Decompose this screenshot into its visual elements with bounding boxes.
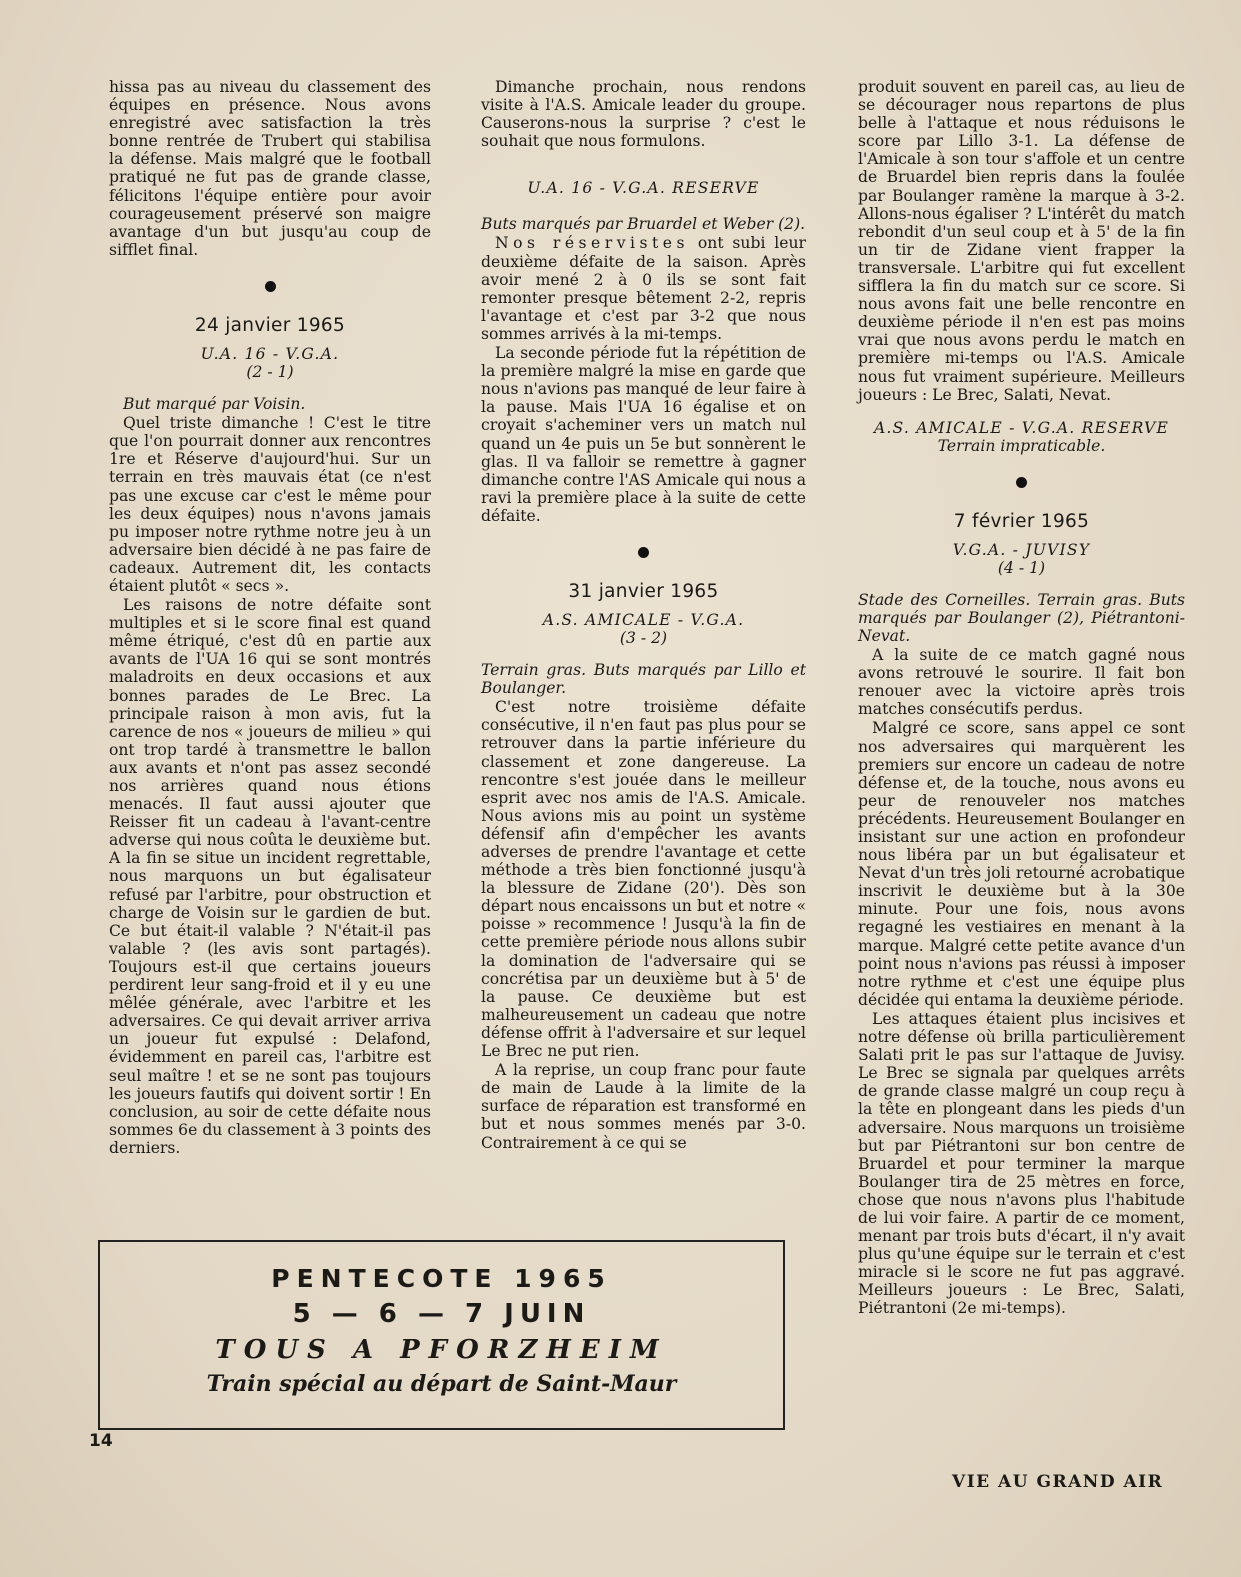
paragraph: Dimanche prochain, nous rendons visite à l'A.S. Amicale leader du groupe. Causerons-nous la surprise ? c'est le souhait que nous formulons. (481, 78, 806, 151)
magazine-title-footer: VIE AU GRAND AIR (952, 1472, 1164, 1492)
paragraph-rest: ont subi leur deuxième défaite de la saison. Après avoir mené 2 à 0 ils se sont fait remonter presque bêtement 2-2, repris l'avantage et c'est par 3-2 que nous sommes arrivés à la mi-temps. (481, 234, 806, 343)
column-2 (481, 78, 806, 1153)
reserve-match-title: A.S. AMICALE - V.G.A. RESERVE (873, 418, 1170, 437)
section-date: 7 février 1965 (953, 510, 1090, 532)
match-score: (3 - 2) (619, 629, 668, 648)
goals-line: Stade des Corneilles. Terrain gras. Buts marqués par Boulanger (2), Piétrantoni-Nevat. (858, 590, 1185, 645)
paragraph: C'est notre troisième défaite consécutive, il n'en faut pas plus pour se retrouver dans la partie inférieure du classement et zone dangereuse. La rencontre s'est jouée dans le meilleur esprit avec nos amis de l'A.S. Amicale. Nous avions mis au point un système défensif afin d'empêcher les avants adverses de prendre l'avantage et cette méthode a très bien fonctionné jusqu'à la blessure de Zidane (20'). Dès son départ nous encaissons un but et notre « poisse » recommence ! Jusqu'à la fin de cette première période nous allons subir la domination de l'adversaire qui se concrétisa par un deuxième but à 5' de la pause. Ce deuxième but est malheureusement un cadeau que notre défense offrit à l'adversaire et sur lequel Le Brec ne put rien. (481, 698, 806, 1061)
section-bullet (638, 547, 649, 558)
paragraph: Les raisons de notre défaite sont multiples et si le score final est quand même étriqué, c'est dû en partie aux avants de l'UA 16 qui se sont montrés maladroits en deux occasions et aux bonnes parades de Le Brec. La principale raison à mon avis, fut la carence de nos « joueurs de milieu » qui ont trop tardé à transmettre le ballon aux avants et n'ont pas assez secondé nos arrières quand nous étions menacés. Il faut aussi ajouter que Reisser fit un cadeau à l'avant-centre adverse qui nous coûta le deuxième but. A la fin se situe un incident regrettable, nous marquons un but égalisateur refusé par l'arbitre, pour obstruction et charge de Voisin sur le gardien de but. Ce but était-il valable ? N'était-il pas valable ? (les avis sont partagés). Toujours est-il que certains joueurs perdirent leur sang-froid et il y eu une mêlée générale, avec l'arbitre et les adversaires. Ce qui devait arriver arriva un joueur fut expulsé : Delafond, évidemment en pareil cas, l'arbitre est seul maître ! et se ne sont pas toujours les joueurs fautifs qui doivent sortir ! En conclusion, au soir de cette défaite nous sommes 6e du classement à 3 points des derniers. (109, 596, 431, 1157)
paragraph-lead: Nos réservistes (495, 234, 690, 253)
paragraph: Quel triste dimanche ! C'est le titre que l'on pourrait donner aux rencontres 1re et Réserve d'aujourd'hui. Sur un terrain en très mauvais état (ce n'est pas une excuse car c'est le même pour les deux équipes) nous n'avons jamais pu imposer notre rythme notre jeu à un adversaire bien décidé à ne pas faire de cadeaux. Autrement dit, les contacts étaient plutôt « secs ». (109, 414, 431, 595)
section-bullet (1016, 477, 1027, 488)
ad-line-train: Train spécial au départ de Saint-Maur (206, 1371, 677, 1397)
paragraph: La seconde période fut la répétition de la première malgré la mise en garde que nous n'avions pas manqué de leur faire à la pause. Mais l'UA 16 égalise et on croyait s'acheminer vers un match nul quand un 4e puis un 5e but sonnèrent le glas. Il va falloir se remettre à gagner dimanche contre l'AS Amicale qui nous a ravi la première place à la suite de cette défaite. (481, 344, 806, 525)
ad-line-destination: TOUS A PFORZHEIM (215, 1335, 668, 1365)
match-title: U.A. 16 - V.G.A. (200, 345, 340, 364)
paragraph: Malgré ce score, sans appel ce sont nos adversaires qui marquèrent les premiers sur encore un cadeau de notre défense et, de la touche, nous avons eu peur de renouveler nos matches précédents. Heureusement Boulanger en insistant sur une action en profondeur nous libéra par un but égalisateur et Nevat d'un très joli retourné acrobatique inscrivit le deuxième but à la 30e minute. Pour une fois, nous avons regagné les vestiaires en menant à la marque. Malgré cette petite avance d'un point nous n'avions pas réussi à imposer notre rythme et c'est une équipe plus décidée qui entama la deuxième période. (858, 719, 1185, 1009)
goals-line: Buts marqués par Bruardel et Weber (2). (481, 215, 806, 234)
ad-line-dates: 5 — 6 — 7 JUIN (292, 1299, 591, 1329)
goals-line: Terrain gras. Buts marqués par Lillo et Boulanger. (481, 661, 806, 698)
ad-line-title: PENTECOTE 1965 (271, 1264, 612, 1293)
match-score: (4 - 1) (997, 558, 1046, 577)
match-score: (2 - 1) (246, 363, 294, 382)
reserve-match-note: Terrain impraticable. (937, 436, 1106, 455)
match-title: V.G.A. - JUVISY (952, 540, 1091, 559)
column-3 (858, 78, 1185, 1319)
goals-line: But marqué par Voisin. (123, 395, 306, 414)
paragraph (481, 234, 806, 343)
section-bullet (265, 281, 276, 292)
paragraph: Les attaques étaient plus incisives et notre défense où brilla particulièrement Salati prit le pas sur l'attaque de Juvisy. Le Brec se signala par quelques arrêts de grande classe malgré un coup reçu à la tête en plongeant dans les pieds d'un adversaire. Nous marquons un troisième but par Piétrantoni sur bon centre de Bruardel et pour terminer la marque Boulanger tira de 25 mètres en force, chose que nous n'avons plus l'habitude de lui voir faire. A partir de ce moment, menant par trois buts d'écart, il n'y avait plus qu'une équipe sur le terrain et c'est miracle si le score ne fut pas aggravé. Meilleurs joueurs : Le Brec, Salati, Piétrantoni (2e mi-temps). (858, 1009, 1185, 1318)
reserve-match-title: U.A. 16 - V.G.A. RESERVE (527, 179, 760, 198)
column-1 (109, 78, 431, 1158)
paragraph: hissa pas au niveau du classement des équipes en présence. Nous avons enregistré avec satisfaction la très bonne rentrée de Trubert qui stabilisa la défense. Mais malgré que le football pratiqué ne fut pas de grande classe, félicitons l'équipe entière pour avoir courageusement préservé son maigre avantage d'un but jusqu'au coup de sifflet final. (109, 78, 431, 259)
paragraph: A la reprise, un coup franc pour faute de main de Laude à la limite de la surface de réparation est transformé en but et nous sommes menés par 3-0. Contrairement à ce qui se (481, 1061, 806, 1152)
section-date: 31 janvier 1965 (568, 580, 719, 602)
paragraph: produit souvent en pareil cas, au lieu de se décourager nous repartons de plus belle à l'attaque et nous réduisons le score par Lillo 3-1. La défense de l'Amicale à son tour s'affole et un centre de Bruardel bien repris dans la foulée par Boulanger ramène la marque à 3-2. Allons-nous égaliser ? L'intérêt du match rebondit d'un seul coup et à 5' de la fin un tir de Zidane vient frapper la transversale. L'arbitre qui fut excellent sifflera la fin du match sur ce score. Si nous avons fait une belle rencontre en deuxième période il n'en est pas moins vrai que nous avons perdu le match en première mi-temps ou l'A.S. Amicale nous fut vraiment supérieure. Meilleurs joueurs : Le Brec, Salati, Nevat. (858, 78, 1185, 404)
match-title: A.S. AMICALE - V.G.A. (542, 611, 745, 630)
page-number: 14 (89, 1431, 113, 1451)
section-date: 24 janvier 1965 (194, 314, 346, 336)
pentecost-announcement-box (98, 1240, 785, 1430)
paragraph: A la suite de ce match gagné nous avons retrouvé le sourire. Il fait bon renouer avec la victoire après trois matches consécutifs perdus. (858, 646, 1185, 719)
